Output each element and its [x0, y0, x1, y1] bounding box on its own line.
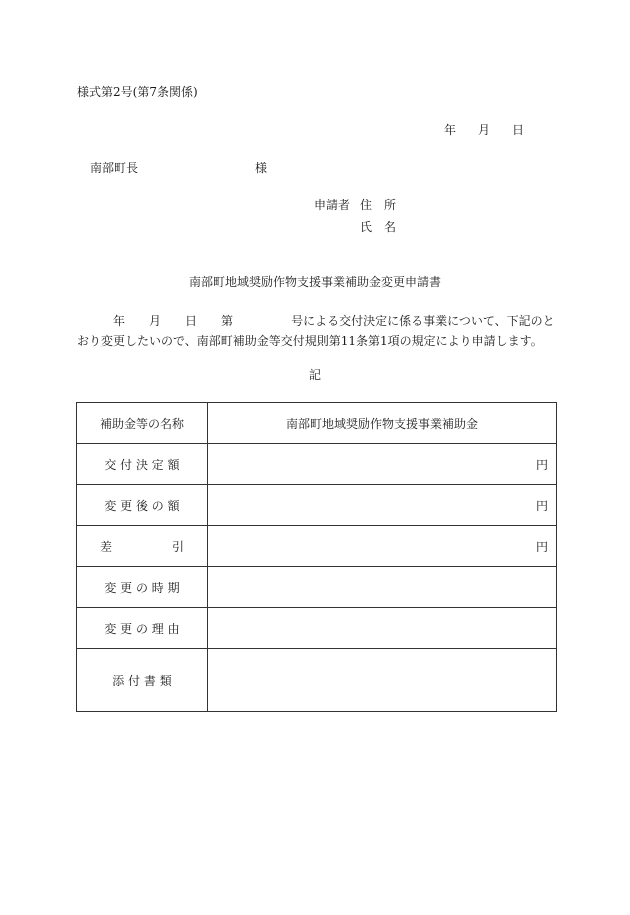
date-year: 年	[444, 123, 457, 137]
table-row	[77, 526, 557, 567]
row-label: 補助金等の名称	[77, 403, 208, 444]
row-label: 添 付 書 類	[77, 649, 208, 712]
attachments-field[interactable]	[208, 649, 557, 712]
table-row	[77, 485, 557, 526]
table-row	[77, 608, 557, 649]
change-reason-field[interactable]	[208, 608, 557, 649]
body-dai: 第	[221, 314, 234, 328]
body-line2: おり変更したいので、南部町補助金等交付規則第11条第1項の規定により申請します。	[77, 334, 543, 348]
row-label: 変 更 後 の 額	[77, 485, 208, 526]
table-row	[77, 649, 557, 712]
body-day: 日	[185, 314, 198, 328]
subsidy-name-value: 南部町地域奨励作物支援事業補助金	[208, 403, 557, 444]
applicant-label: 申請者	[314, 198, 351, 212]
table-row	[77, 403, 557, 444]
table-row	[77, 444, 557, 485]
form-number: 様式第2号(第7条関係)	[77, 85, 198, 99]
date-line	[444, 124, 524, 136]
body-line1-rest: 号による交付決定に係る事業について、下記のと	[291, 314, 555, 328]
body-month: 月	[149, 314, 162, 328]
date-month: 月	[478, 123, 491, 137]
row-label: 差 引	[77, 526, 208, 567]
applicant-block	[314, 199, 396, 211]
table-row	[77, 567, 557, 608]
addressee-name: 南部町長	[90, 161, 139, 175]
row-label: 変 更 の 時 期	[77, 567, 208, 608]
application-table	[76, 402, 557, 712]
row-label: 変 更 の 理 由	[77, 608, 208, 649]
body-year: 年	[113, 314, 126, 328]
changed-amount-field[interactable]: 円	[208, 485, 557, 526]
document-title: 南部町地域奨励作物支援事業補助金変更申請書	[188, 275, 441, 289]
change-timing-field[interactable]	[208, 567, 557, 608]
row-label: 交 付 決 定 額	[77, 444, 208, 485]
body-text	[77, 311, 557, 351]
addressee-honorific: 様	[255, 161, 268, 175]
date-day: 日	[512, 123, 525, 137]
ki-heading: 記	[308, 368, 321, 382]
difference-field[interactable]: 円	[208, 526, 557, 567]
name-label: 氏 名	[360, 220, 397, 234]
address-label: 住 所	[360, 198, 397, 212]
decision-amount-field[interactable]: 円	[208, 444, 557, 485]
